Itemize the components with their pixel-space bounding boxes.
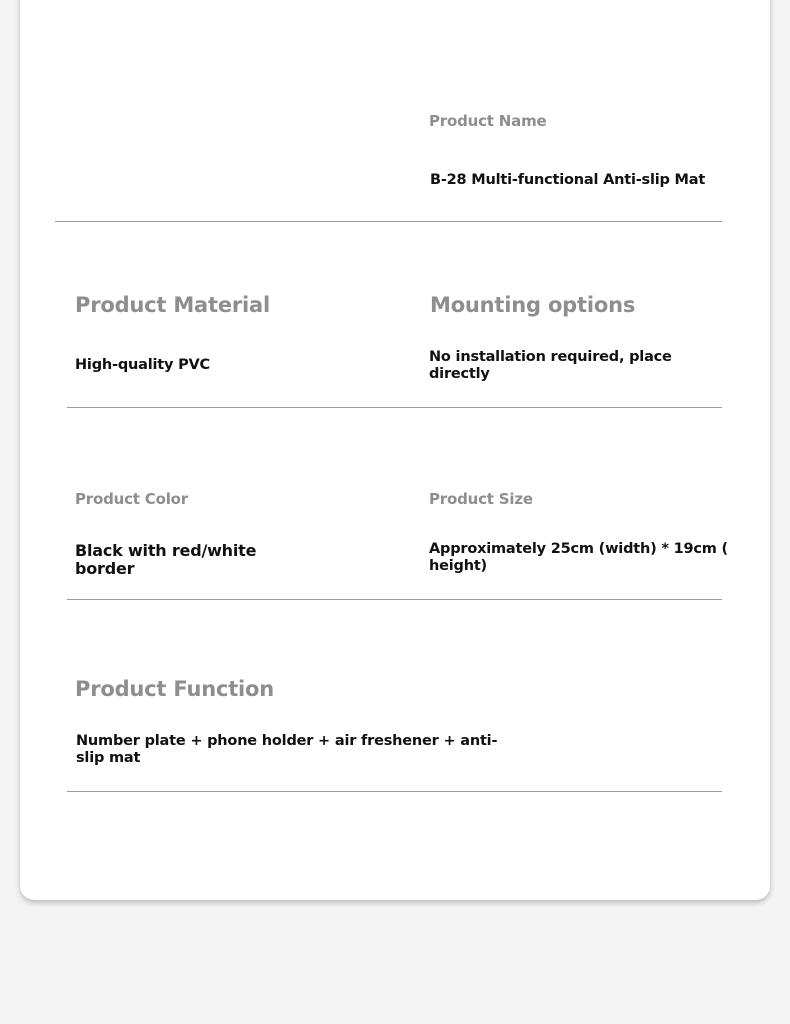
product-color-label: Product Color [75, 490, 188, 508]
divider-4 [67, 791, 722, 792]
product-color-value: Black with red/white border [75, 541, 257, 578]
product-function-value: Number plate + phone holder + air freshener + anti-slip mat [76, 733, 498, 766]
product-size-value: Approximately 25cm (width) * 19cm ( height) [429, 541, 728, 574]
mounting-options-value: No installation required, place directly [429, 349, 672, 382]
product-name-value: B-28 Multi-functional Anti-slip Mat [430, 172, 706, 188]
product-name-label: Product Name [429, 112, 547, 130]
divider-1 [55, 221, 722, 222]
mounting-options-label: Mounting options [430, 293, 636, 317]
product-material-label: Product Material [75, 293, 271, 317]
divider-3 [67, 599, 722, 600]
product-function-label: Product Function [75, 677, 275, 701]
divider-2 [67, 407, 722, 408]
product-size-label: Product Size [429, 490, 533, 508]
product-material-value: High-quality PVC [75, 357, 210, 373]
